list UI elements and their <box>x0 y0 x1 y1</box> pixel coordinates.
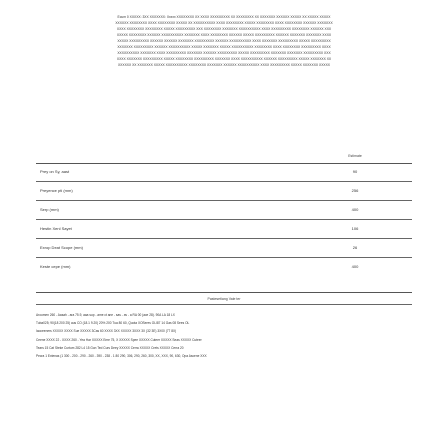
header-line: XXXXXXXXXX XXXXXXX XXXX XXXXXXXXX XXXXXXX XXXXXX XXXXXXXXX XXXXX XXXXXXXXX XXXXXXX XXXXXXX XXXXXXXXX XXX <box>117 51 331 55</box>
table-row <box>36 262 412 272</box>
row-divider <box>36 181 412 182</box>
header-line: XXXXXX XX XXXXXXX XXXXX XXXXXXXXXX XXXXXXXX XXXXXXX XXXXXX XXXXXXXXXX XXXX XXXXXXXXX XXXXX XXXXXXX XXXXX <box>117 63 331 67</box>
body-line: Tuba025; 90(18 200 25) aus CO (18.1 9.20) 20% 200 Tua 80 60, Quota XOSeres OLI87 14 Gas 08 Sees OL <box>36 321 190 326</box>
table-row <box>36 167 412 177</box>
header-paragraph <box>40 14 408 68</box>
header-line: XXXX XXXXXXXX XXXXXXXX XXXXX XXXXXXXXX XXX XXXXXXXX XXXXXXX XXXXXXXXXX XXXX XXXXXXXXX XXXXXXXX XXXXXX XXX <box>116 27 332 31</box>
row-label: Keste cepe (mm) <box>40 264 71 269</box>
table-bottom-rule <box>36 292 412 293</box>
table-top-rule <box>36 163 412 164</box>
row-divider <box>36 257 412 258</box>
body-line: Tears 15 Cat Steke Curtum 282 L4 15 Gon Ted Curs Deey XXXXX Cerra XXXXX Crets XXXXX Cerra 20 <box>36 345 184 350</box>
header-line: XXXXXX XXXXXXXX XXXX XXXXXXXX XXXXX XX XXXXXXXXXX XXXX XXXXXXXX XXXXX XXXXXXXX XXXX XXXXXXXX XXXXXX XXXXXXX <box>115 21 333 25</box>
table-row <box>36 224 412 234</box>
table-column-header: Estimate <box>348 154 362 158</box>
table-row <box>36 205 412 215</box>
body-line: Aroomen 260 - Aasah - ara 75.9, aaa sup - ame ct ane - sas - av - a RA 00 (ace 28). 90A LA 18 LX <box>36 313 175 317</box>
row-label: Hestin Xenl Sayet <box>40 226 72 231</box>
row-value: 400 <box>351 207 359 212</box>
row-value: 106 <box>351 226 359 231</box>
header-line: XXXXX XXXXXXXX XXXXXX XXXXXXXXXX XXXXXXX XXXX XXXXXXXX XXXXXX XXXXX XXXXXXXXX XXXXXX XXXXXXX XXXXXXX XXXX <box>116 33 332 37</box>
row-value: 90 <box>352 169 358 174</box>
row-value: 26 <box>352 245 358 250</box>
body-line: Ceene XXXX 22 - XXXX 260 - Yea Har XXXXX Eme 75, X XXXXX Spee XXXXX Cuteer XXXXX Seas XXXXX Cuteer <box>36 337 202 342</box>
row-divider <box>36 238 412 239</box>
footnote-rule <box>36 304 412 305</box>
body-line: Pecra 1 Extenas (1 300 - 200 - 290 - 260 - 390 - 238 - 1 80 290, 306, 290, 260, 300, XX, XXX, 90, 630, Opa Ascene XXX <box>36 354 207 359</box>
table-row <box>36 243 412 253</box>
row-label: Serp (mm) <box>40 207 59 212</box>
table-row <box>36 186 412 196</box>
row-label: Prey on Sy, aast <box>40 169 70 174</box>
row-label: Exrop Deat Scope (mm) <box>40 245 83 250</box>
row-value: 256 <box>351 188 359 193</box>
body-line: Iaoceeners XXXXX XXXX Sue XXXXX 3Cas 60 XXXX 3XX XXXXX 3XXX 3X (32 3E) 3X00 (77 8X) <box>36 329 177 334</box>
header-line: Ecum 0 XXXXX: 3XX XXXXXXX: Xxxxx XXXXXXXX XX XXXX XXXXXXXXX XX XXXXXXXX XX XXXXXXX XXXXXX XXXXX XX XXXXX XXXXX <box>117 15 331 19</box>
row-label: Preyence pti (mm) <box>40 188 73 193</box>
footnote-title: Pastesetiang Vale ter <box>207 297 241 301</box>
body-paragraph <box>36 311 412 360</box>
header-line: XXXXX XXXXXXXXX XXXXXX XXXXXX XXXXXXX XXXXXXXXX XXXXXX XXXXXXXXXX XXXX XXXXXXX XXXXXXXXX XXXXX XXXXXXXXX <box>117 39 331 43</box>
header-line: XXXXXXX XXXXXXXXX XXXXXX XXXXXXXXXX XXXXX XXXXXXX XXXXX XXXXXXXXXX XXXXXXXX XXXX XXXXXXXX XXXXXXXXX XXXX <box>117 45 331 49</box>
header-line: XXXX XXXXXXX XXXXXXXXX XXXXX XXXXXXXX XXXXXXXXX XXXXXXX XXXX XXXXXXXXXX XXXXXX XXXXXXXXX XXXXX XXXXXXX XX <box>116 57 332 61</box>
row-value: 400 <box>351 264 359 269</box>
row-divider <box>36 200 412 201</box>
row-divider <box>36 219 412 220</box>
